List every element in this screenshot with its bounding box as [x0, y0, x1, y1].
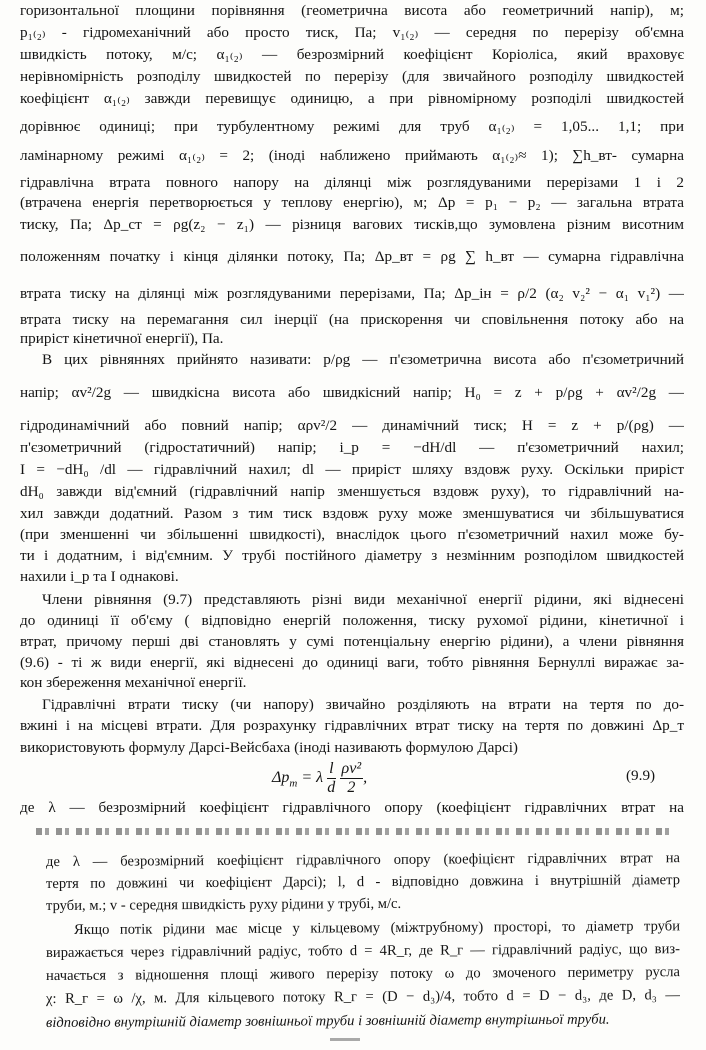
text-line: Гідравлічні втрати тиску (чи напору) звичайно розділяють на втрати на тертя по до- [42, 696, 684, 713]
scan-artifact [330, 1038, 360, 1041]
text-line: швидкість потоку, м/с; α₁₍₂₎ — безрозмірний коефіцієнт Коріоліса, який враховує [20, 46, 684, 63]
text-line: горизонтальної площини порівняння (геометрична висота або геометричний напір), м; [20, 2, 684, 19]
text-line: втрат, причому перші дві становлять у сумі потенціальну енергію рідини), а члени рівняння [20, 633, 684, 650]
text-line: вжині і на місцеві втрати. Для розрахунку гідравлічних втрат тиску на тертя по довжині Δp_т [20, 717, 684, 734]
text-line: В цих рівняннях прийнято називати: p/ρg — п'єзометрична висота або п'єзометричний [42, 351, 684, 368]
text-line: p₁₍₂₎ - гідромеханічний або просто тиск, Па; v₁₍₂₎ — середня по перерізу об'ємна [20, 24, 684, 41]
text-line: нерівномірність розподілу швидкостей по перерізу (для звичайного розподілу швидкостей [20, 68, 684, 85]
text-line: гідравлічна втрата повного напору на ділянці між розглядуваними перерізами 1 і 2 [20, 174, 684, 191]
text-line: I = −dH₀ /dl — гідравлічний нахил; dl — приріст шляху вздовж руху. Оскільки приріст [20, 461, 684, 478]
text-line: до одиниці її об'єму ( відповідно енергій положення, тиску рухомої рідини, кінетичної і [20, 612, 684, 629]
text-line: де λ — безрозмірний коефіцієнт гідравлічного опору (коефіцієнт гідравлічних втрат на [20, 799, 684, 816]
text-line: кон збереження механічної енергії. [20, 674, 247, 691]
text-line: використовують формулу Дарсі-Вейсбаха (іноді називають формулою Дарсі) [20, 739, 518, 756]
equation-number: (9.9) [626, 767, 656, 784]
text-line: ти і додатним, і від'ємним. У трубі постійного діаметру з незмінним розподілом швидкостей [20, 547, 684, 564]
text-line: виражається через гідравлічний радіус, тобто d = 4R_г, де R_г — гідравлічний радіус, що виз- [45, 941, 681, 961]
text-line: dH₀ завжди від'ємний (гідравлічний напір зменшується вздовж руху), то гідравлічний на- [20, 483, 684, 500]
text-line: хил завжди додатний. Разом з тим тиск вздовж руху може зменшуватися чи збільшуватися [20, 505, 684, 522]
text-line: п'єзометричний (гідростатичний) напір; i_p = −dH/dl — п'єзометричний нахил; [20, 439, 684, 456]
text-line: труби, м.; v - середня швидкість руху рідини у трубі, м/с. [45, 895, 402, 914]
text-line: начається з відношення площі живого перерізу потоку ω до змоченого периметру русла [45, 964, 681, 984]
text-line: ламінарному режимі α₁₍₂₎ = 2; (іноді наближено приймають α₁₍₂₎≈ 1); ∑h_вт- сумарна [20, 147, 684, 164]
text-line: відповідно внутрішній діаметр зовнішньої труби і зовнішній діаметр внутрішньої труби. [45, 1011, 610, 1031]
text-line: гідродинамічний або повний напір; αρv²/2 — динамічний тиск; H = z + p/(ρg) — [20, 417, 684, 434]
text-line: Члени рівняння (9.7) представляють різні види механічної енергії рідини, які віднесені [42, 591, 684, 608]
text-line: χ: R_г = ω /χ, м. Для кільцевого потоку R_г = (D − d₃)/4, тобто d = D − d₃, де D, d₃ — [45, 987, 681, 1007]
text-line: (втрачена енергія перетворюється у теплову енергію), м; Δp = p₁ − p₂ — загальна втрата [20, 194, 684, 211]
text-line: (при зменшенні чи збільшенні швидкості), внаслідок цього п'єзометричний нахил може бу- [20, 526, 684, 543]
text-line: Якщо потік рідини має місце у кільцевому (міжтрубному) просторі, то діаметр труби [73, 918, 681, 938]
text-line: (9.6) - ті ж види енергії, які віднесені до одиниці ваги, тобто рівняння Бернуллі виражає за- [20, 654, 684, 671]
text-line: дорівнює одиниці; при турбулентному режимі для труб α₁₍₂₎ = 1,05... 1,1; при [20, 118, 684, 135]
text-line: тиску, Па; Δp_ст = ρg(z₂ − z₁) — різниця вагових тисків,що зумовлена різним висотним [20, 216, 684, 233]
text-line: положенням початку і кінця ділянки потоку, Па; Δp_вт = ρg ∑ h_вт — сумарна гідравлічна [20, 248, 684, 265]
scan-artifact [36, 828, 676, 835]
text-line: втрата тиску на перемагання сил інерції (на прискорення чи сповільнення потоку або на [20, 311, 684, 328]
text-line: тертя по довжині чи коефіцієнт Дарсі); l, d - відповідно довжина і внутрішній діаметр [45, 872, 681, 892]
text-line: втрата тиску на ділянці між розглядуваними перерізами, Па; Δp_ін = ρ/2 (α₂ v₂² − α₁ v₁²) — [20, 285, 684, 302]
text-line: коефіцієнт α₁₍₂₎ завжди перевищує одиницю, а при рівномірному розподілі швидкостей [20, 90, 684, 107]
text-line: напір; αv²/2g — швидкісна висота або швидкісний напір; H₀ = z + p/ρg + αv²/2g — [20, 384, 684, 401]
text-line: приріст кінетичної енергії), Па. [20, 330, 224, 347]
darcy-formula: $\Delta p_т = \lambda$ $\frac{l}{d}$ $\frac{\text{ρv²}}{2}$ , [272, 760, 368, 796]
text-line: де λ — безрозмірний коефіцієнт гідравлічного опору (коефіцієнт гідравлічних втрат на [45, 850, 681, 870]
text-line: нахили i_p та I однакові. [20, 568, 179, 585]
